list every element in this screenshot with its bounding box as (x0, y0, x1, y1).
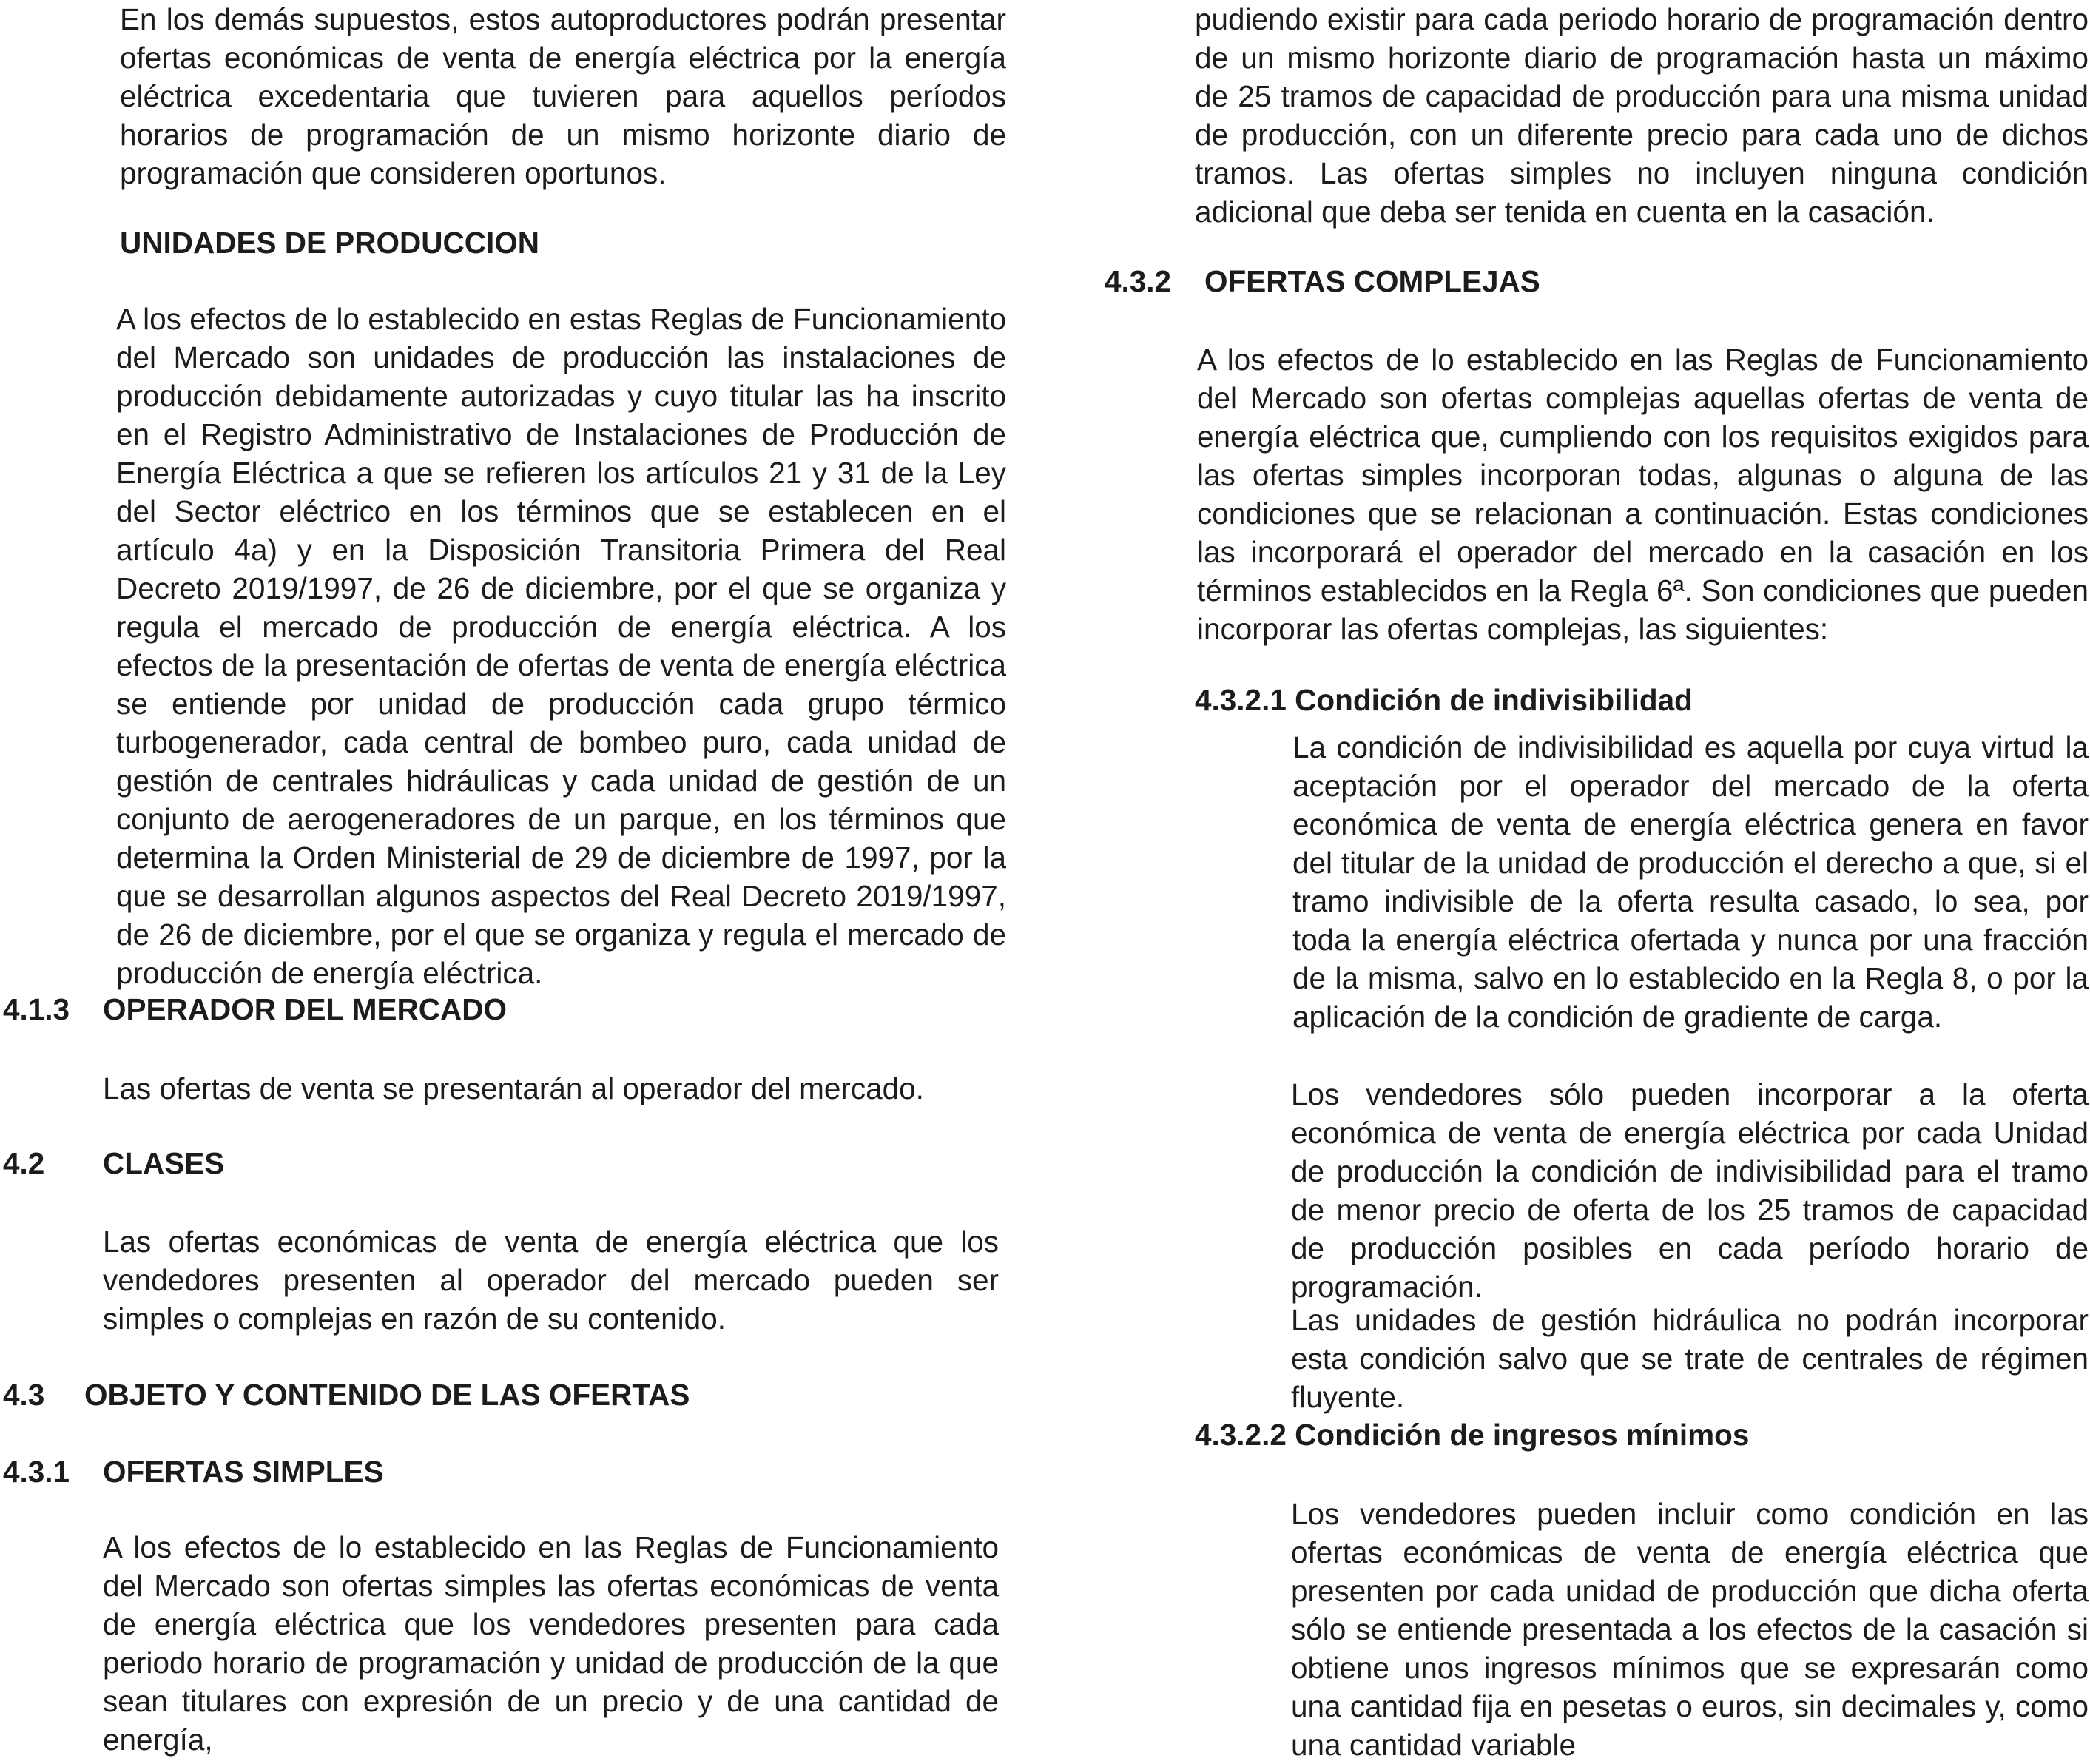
paragraph-ofertas-simples-continued: pudiendo existir para cada periodo horario de programación dentro de un mismo horizonte diario de programación hasta un máximo de 25 tramos de capacidad de producción para una misma unidad de producción, con un diferente precio para cada uno de dichos tramos. Las ofertas simples no incluyen ninguna condición adicional que deba ser tenida en cuenta en la casación. (1195, 2, 2089, 229)
paragraph-operador: Las ofertas de venta se presentarán al operador del mercado. (103, 1071, 924, 1105)
section-title: OPERADOR DEL MERCADO (103, 992, 508, 1026)
section-number: 4.2 (3, 1146, 45, 1180)
heading-4-3-2-2: 4.3.2.2 Condición de ingresos mínimos (1195, 1418, 1750, 1452)
heading-4-3 (3, 1376, 690, 1414)
heading-unidades-de-produccion: UNIDADES DE PRODUCCION (120, 226, 540, 260)
section-number: 4.3.2 (1105, 264, 1172, 298)
paragraph-autoproductores: En los demás supuestos, estos autoproductores podrán presentar ofertas económicas de venta de energía eléctrica por la energía eléctrica excedentaria que tuvieren para aquellos períodos horarios de programación de un mismo horizonte diario de programación que consideren oportunos. (120, 2, 1006, 190)
section-title: OFERTAS SIMPLES (103, 1455, 384, 1489)
section-number: 4.1.3 (3, 992, 70, 1026)
paragraph-clases: Las ofertas económicas de venta de energía eléctrica que los vendedores presenten al operador del mercado pueden ser simples o complejas en razón de su contenido. (103, 1225, 999, 1336)
paragraph-ingresos-minimos: Los vendedores pueden incluir como condición en las ofertas económicas de venta de energía eléctrica que presenten por cada unidad de producción que dicha oferta sólo se entiende presentada a los efectos de la casación si obtiene unos ingresos mínimos que se expresarán como una cantidad fija en pesetas o euros, sin decimales y, como una cantidad variable (1291, 1497, 2089, 1762)
paragraph-indivisibilidad-1: La condición de indivisibilidad es aquella por cuya virtud la aceptación por el operador del mercado de la oferta económica de venta de energía eléctrica genera en favor del titular de la unidad de producción el derecho a que, si el tramo indivisible de la oferta resulta casado, lo sea, por toda la energía eléctrica ofertada y nunca por una fracción de la misma, salvo en lo establecido en la Regla 8, o por la aplicación de la condición de gradiente de carga. (1292, 730, 2089, 1034)
paragraph-ofertas-simples: A los efectos de lo establecido en las Reglas de Funcionamiento del Mercado son ofertas simples las ofertas económicas de venta de energía eléctrica que los vendedores presenten para cada periodo horario de programación y unidad de producción de la que sean titulares con expresión de un precio y de una cantidad de energía, (103, 1530, 999, 1757)
section-number: 4.3 (3, 1378, 45, 1412)
heading-4-3-1 (3, 1452, 384, 1491)
section-title: CLASES (103, 1146, 225, 1180)
paragraph-ofertas-complejas: A los efectos de lo establecido en las Reglas de Funcionamiento del Mercado son ofertas complejas aquellas ofertas de venta de energía eléctrica que, cumpliendo con los requisitos exigidos para las ofertas simples incorporan todas, algunas o alguna de las condiciones que se relacionan a continuación. Estas condiciones las incorporará el operador del mercado en la casación en los términos establecidos en la Regla 6ª. Son condiciones que pueden incorporar las ofertas complejas, las siguientes: (1197, 343, 2089, 646)
paragraph-indivisibilidad-3: Las unidades de gestión hidráulica no podrán incorporar esta condición salvo que se trate de centrales de régimen fluyente. (1291, 1303, 2089, 1414)
paragraph-indivisibilidad-2: Los vendedores sólo pueden incorporar a la oferta económica de venta de energía eléctrica por cada Unidad de producción la condición de indivisibilidad para el tramo de menor precio de oferta de los 25 tramos de capacidad de producción posibles en cada período horario de programación. (1291, 1077, 2089, 1304)
heading-4-2 (3, 1144, 224, 1182)
heading-4-3-2 (1105, 262, 1540, 300)
paragraph-unidades-de-produccion: A los efectos de lo establecido en estas Reglas de Funcionamiento del Mercado son unidades de producción las instalaciones de producción debidamente autorizadas y cuyo titular las ha inscrito en el Registro Administrativo de Instalaciones de Producción de Energía Eléctrica a que se refieren los artículos 21 y 31 de la Ley del Sector eléctrico en los términos que se establecen en el artículo 4a) y en la Disposición Transitoria Primera del Real Decreto 2019/1997, de 26 de diciembre, por el que se organiza y regula el mercado de producción de energía eléctrica. A los efectos de la presentación de ofertas de venta de energía eléctrica se entiende por unidad de producción cada grupo térmico turbogenerador, cada central de bombeo puro, cada unidad de gestión de centrales hidráulicas y cada unidad de gestión de un conjunto de aerogeneradores de un parque, en los términos que determina la Orden Ministerial de 29 de diciembre de 1997, por la que se desarrollan algunos aspectos del Real Decreto 2019/1997, de 26 de diciembre, por el que se organiza y regula el mercado de producción de energía eléctrica. (116, 302, 1006, 990)
heading-4-3-2-1: 4.3.2.1 Condición de indivisibilidad (1195, 683, 1693, 717)
section-title: OFERTAS COMPLEJAS (1204, 264, 1540, 298)
section-number: 4.3.1 (3, 1455, 70, 1489)
heading-4-1-3 (3, 990, 507, 1029)
section-title: OBJETO Y CONTENIDO DE LAS OFERTAS (84, 1378, 690, 1412)
